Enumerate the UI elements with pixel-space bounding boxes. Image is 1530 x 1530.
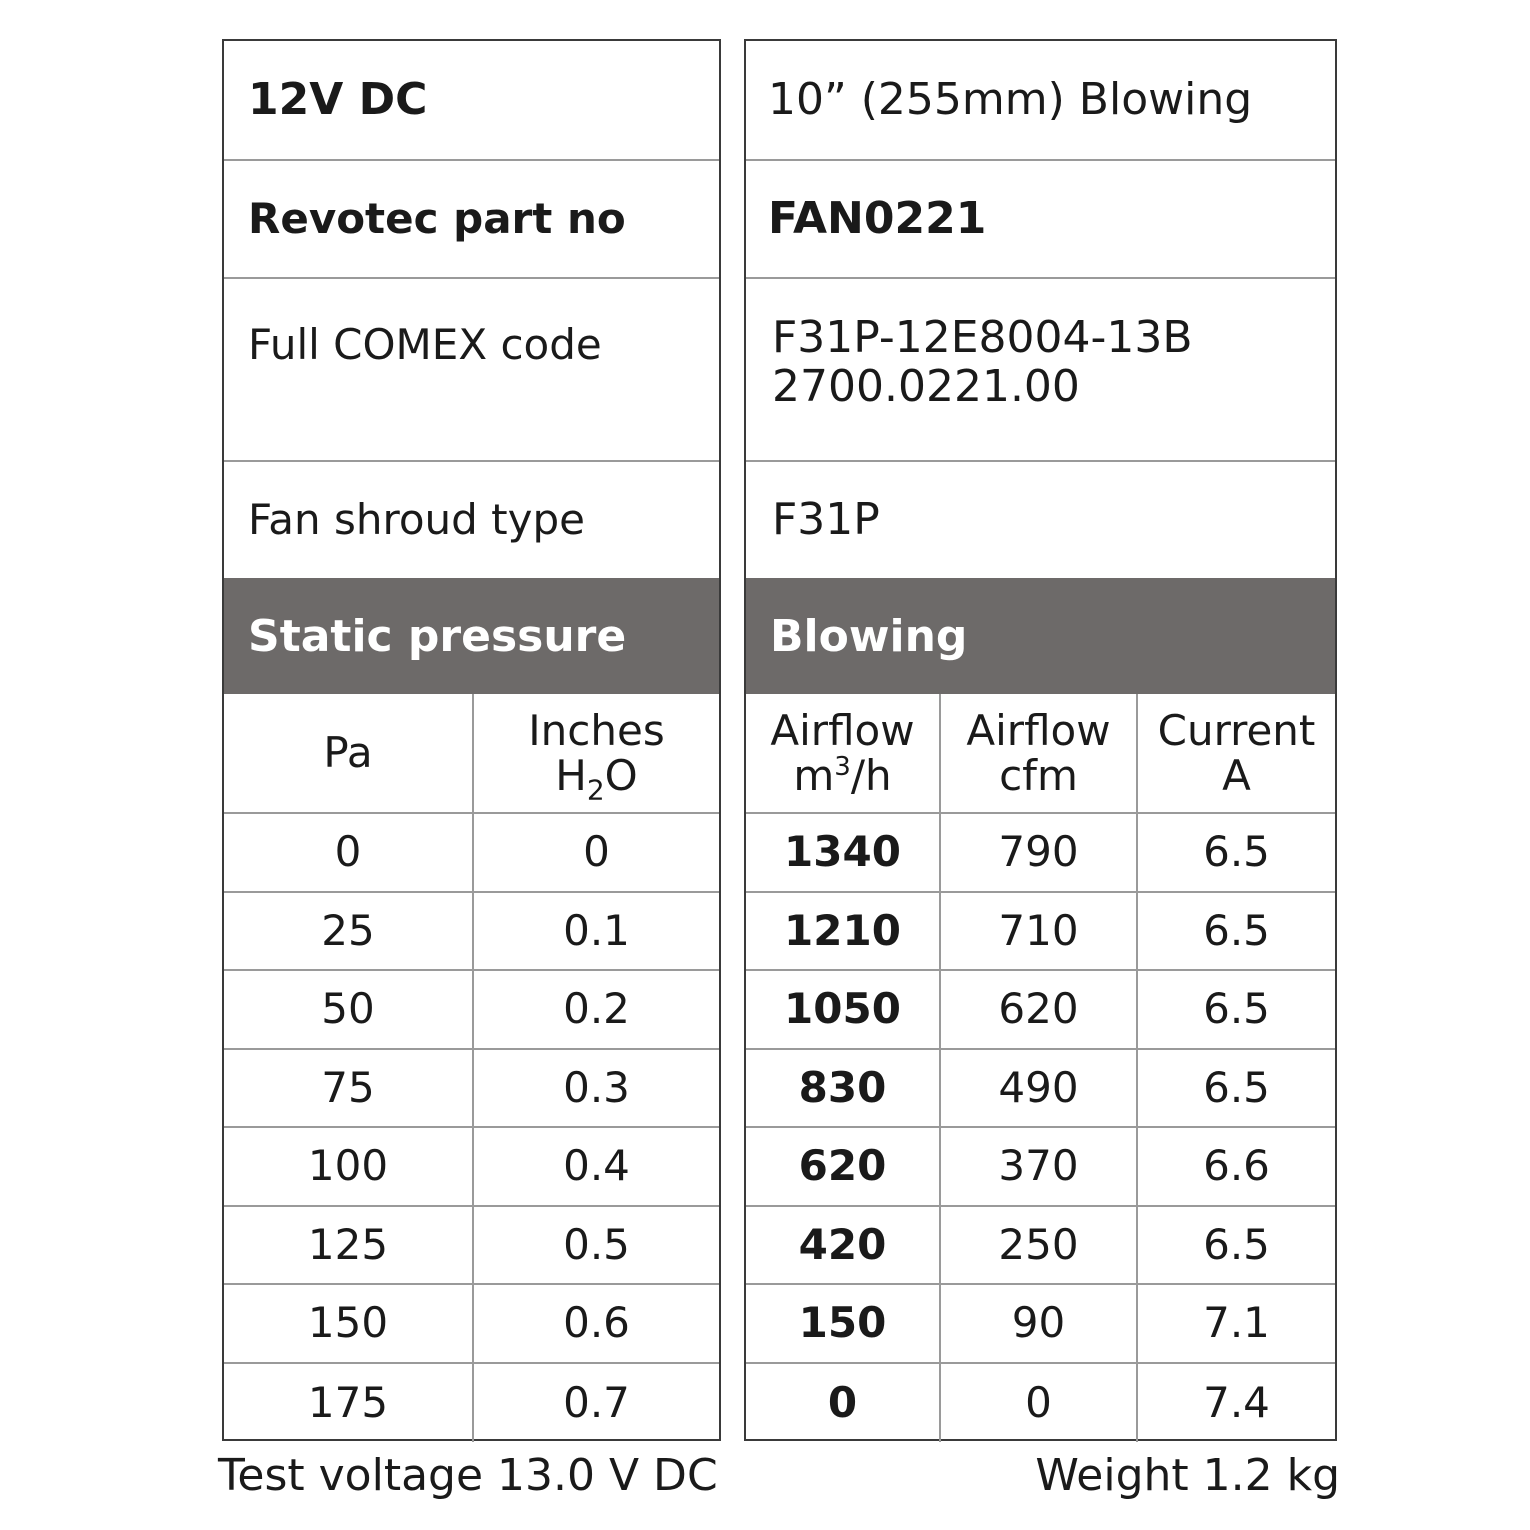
table-row	[746, 1364, 1335, 1443]
pa-cell: 125	[224, 1207, 474, 1284]
static-pressure-header-row	[224, 694, 719, 814]
table-row	[224, 1128, 719, 1207]
table-row	[224, 814, 719, 893]
spec-labels-panel	[222, 39, 721, 1441]
table-row	[224, 893, 719, 972]
shroud-label: Fan shroud type	[248, 495, 586, 545]
inches-h2o-cell: 0.2	[563, 984, 630, 1034]
comex-code-line-2: 2700.0221.00	[772, 361, 1080, 413]
voltage-row	[224, 41, 719, 161]
pa-cell: 50	[224, 971, 474, 1048]
airflow-cfm-cell: 490	[941, 1050, 1138, 1127]
current-cell: 6.5	[1203, 984, 1270, 1034]
airflow-cfm-column-header: Airflow cfm	[941, 694, 1138, 812]
airflow-m3h-cell: 1050	[746, 971, 941, 1048]
inches-h2o-cell: 0.3	[563, 1062, 630, 1112]
inches-h2o-cell: 0.5	[563, 1219, 630, 1269]
airflow-m3h-cell: 150	[746, 1285, 941, 1362]
airflow-cfm-cell: 790	[941, 814, 1138, 891]
current-cell: 6.5	[1203, 827, 1270, 877]
part-no-value-row	[746, 161, 1335, 279]
airflow-cfm-cell: 250	[941, 1207, 1138, 1284]
current-cell: 7.4	[1203, 1377, 1270, 1427]
shroud-value: F31P	[772, 494, 880, 546]
table-row	[224, 971, 719, 1050]
pa-cell: 0	[224, 814, 474, 891]
table-row	[746, 893, 1335, 972]
pa-cell: 100	[224, 1128, 474, 1205]
part-no-value: FAN0221	[768, 193, 987, 245]
airflow-m3h-cell: 0	[746, 1364, 941, 1443]
current-cell: 7.1	[1203, 1298, 1270, 1348]
comex-row	[224, 279, 719, 462]
part-no-row	[224, 161, 719, 279]
voltage-label: 12V DC	[248, 74, 428, 126]
table-row	[224, 1050, 719, 1129]
table-row	[224, 1285, 719, 1364]
comex-code-line-1: F31P-12E8004-13B	[772, 312, 1193, 363]
shroud-value-row	[746, 462, 1335, 578]
static-pressure-heading: Static pressure	[224, 578, 719, 694]
weight-note: Weight 1.2 kg	[1035, 1450, 1340, 1501]
blowing-header-row	[746, 694, 1335, 814]
pa-cell: 175	[224, 1364, 474, 1443]
table-row	[224, 1364, 719, 1443]
airflow-cfm-cell: 0	[941, 1364, 1138, 1443]
inches-h2o-cell: 0	[583, 827, 610, 877]
table-row	[746, 814, 1335, 893]
inches-h2o-cell: 0.1	[563, 905, 630, 955]
table-row	[746, 1285, 1335, 1364]
table-row	[746, 1050, 1335, 1129]
pa-column-header: Pa	[224, 694, 474, 812]
test-voltage-note: Test voltage 13.0 V DC	[218, 1450, 718, 1501]
table-row	[746, 1207, 1335, 1286]
airflow-m3h-cell: 830	[746, 1050, 941, 1127]
current-cell: 6.5	[1203, 1219, 1270, 1269]
airflow-m3h-cell: 420	[746, 1207, 941, 1284]
comex-value	[746, 279, 1335, 460]
current-cell: 6.5	[1203, 905, 1270, 955]
part-no-label: Revotec part no	[248, 194, 626, 244]
pa-cell: 150	[224, 1285, 474, 1362]
airflow-cfm-cell: 710	[941, 893, 1138, 970]
spec-values-panel	[744, 39, 1337, 1441]
shroud-row	[224, 462, 719, 578]
blowing-heading: Blowing	[746, 578, 1335, 694]
airflow-cfm-cell: 620	[941, 971, 1138, 1048]
inches-h2o-column-header: Inches $H_2O$	[528, 705, 665, 807]
current-cell: 6.5	[1203, 1062, 1270, 1112]
airflow-cfm-cell: 370	[941, 1128, 1138, 1205]
airflow-m3h-cell: 620	[746, 1128, 941, 1205]
current-cell: 6.6	[1203, 1141, 1270, 1191]
table-row	[224, 1207, 719, 1286]
comex-value-row	[746, 279, 1335, 462]
inches-h2o-cell: 0.4	[563, 1141, 630, 1191]
current-column-header: Current A	[1157, 705, 1316, 800]
pa-cell: 75	[224, 1050, 474, 1127]
comex-label: Full COMEX code	[248, 320, 602, 369]
pa-cell: 25	[224, 893, 474, 970]
airflow-m3h-cell: 1340	[746, 814, 941, 891]
size-label: 10” (255mm) Blowing	[768, 74, 1253, 126]
size-row	[746, 41, 1335, 161]
airflow-cfm-cell: 90	[941, 1285, 1138, 1362]
airflow-m3h-column-header: Airflow $m^3/h$	[746, 694, 941, 812]
table-row	[746, 1128, 1335, 1207]
table-row	[746, 971, 1335, 1050]
inches-h2o-cell: 0.7	[563, 1377, 630, 1427]
airflow-m3h-cell: 1210	[746, 893, 941, 970]
inches-h2o-cell: 0.6	[563, 1298, 630, 1348]
